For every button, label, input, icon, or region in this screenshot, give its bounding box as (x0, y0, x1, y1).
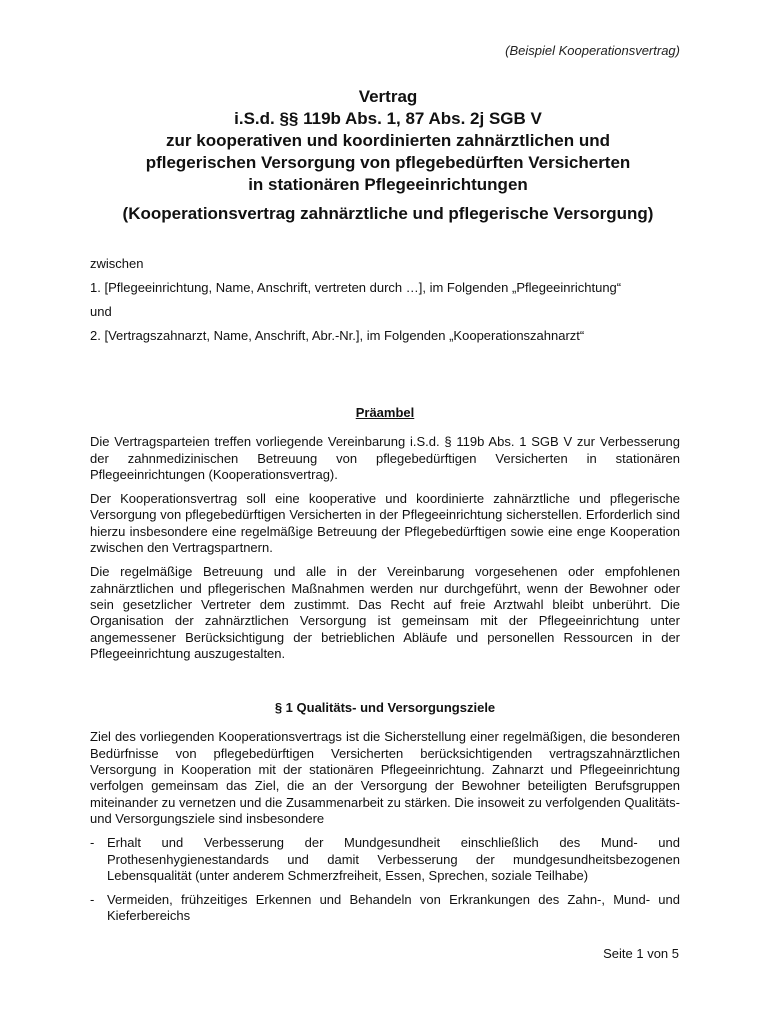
title-line: zur kooperativen und koordinierten zahnärztlichen und (166, 131, 610, 150)
between-label: zwischen (90, 256, 144, 271)
list-item-text: Vermeiden, frühzeitiges Erkennen und Behandeln von Erkrankungen des Zahn-, Mund- und Kieferbereichs (107, 892, 680, 924)
document-title (80, 86, 696, 225)
list-item (90, 892, 680, 925)
dash-bullet-icon: - (90, 892, 95, 908)
title-line: i.S.d. §§ 119b Abs. 1, 87 Abs. 2j SGB V (234, 109, 542, 128)
document-body (90, 405, 680, 933)
list-item (90, 835, 680, 884)
preamble-paragraph: Die Vertragsparteien treffen vorliegende Vereinbarung i.S.d. § 119b Abs. 1 SGB V zur Verbesserung der zahnmedizinischen Betreuung von pflegebedürftigen Versicherten in stationären Pflegeeinrichtungen (Kooperationsvertrag). (90, 434, 680, 482)
preamble-paragraph: Der Kooperationsvertrag soll eine kooperative und koordinierte zahnärztliche und pflegerische Versorgung von pflegebedürftigen Versicherten in der Pflegeeinrichtung sicherstellen. Erforderlich sind hierzu insbesondere eine regelmäßige Betreuung der Pflegebedürftigen sowie eine enge Kooperation zwischen den Vertragspartnern. (90, 491, 680, 556)
dash-bullet-icon: - (90, 835, 95, 851)
document-subtitle: (Kooperationsvertrag zahnärztliche und pflegerische Versorgung) (122, 204, 654, 223)
section-1-heading: § 1 Qualitäts- und Versorgungsziele (274, 700, 496, 716)
title-line: in stationären Pflegeeinrichtungen (248, 175, 528, 194)
section-spacer (90, 670, 680, 700)
preamble-paragraph: Die regelmäßige Betreuung und alle in der Vereinbarung vorgesehenen oder empfohlenen zahnärztlichen und pflegerischen Maßnahmen werden nur durchgeführt, wenn der Bewohner oder sein gesetzlicher Vertreter dem zustimmt. Das Recht auf freie Arztwahl bleibt unberührt. Die Organisation der zahnärztlichen Versorgung ist gemeinsam mit der Pflegeeinrichtung unter angemessener Berücksichtigung der betrieblichen Abläufe und personellen Ressourcen in der Pflegeeinrichtung auszugestalten. (90, 564, 680, 661)
title-line: Vertrag (358, 87, 418, 106)
title-line: pflegerischen Versorgung von pflegebedürften Versicherten (145, 153, 631, 172)
party-1: 1. [Pflegeeinrichtung, Name, Anschrift, vertreten durch …], im Folgenden „Pflegeeinrichtung“ (90, 280, 622, 295)
section-1-intro: Ziel des vorliegenden Kooperationsvertrags ist die Sicherstellung einer regelmäßigen, die besonderen Bedürfnisse von pflegebedürftigen Versicherten berücksichtigenden vertragszahnärztlichen Versorgung in Kooperation mit der stationären Pflegeeinrichtung. Zahnarzt und Pflegeeinrichtung verfolgen gemeinsam das Ziel, die an der Versorgung der Bewohner beteiligten Berufsgruppen miteinander zu vernetzen und die Zusammenarbeit zu stärken. Die insoweit zu verfolgenden Qualitäts- und Versorgungsziele sind insbesondere (90, 729, 680, 826)
section-1-goal-list (90, 835, 680, 924)
contract-parties (90, 256, 690, 352)
preamble-heading: Präambel (355, 405, 415, 420)
page-number: Seite 1 von 5 (603, 946, 679, 961)
party-2: 2. [Vertragszahnarzt, Name, Anschrift, Abr.-Nr.], im Folgenden „Kooperationszahnarzt“ (90, 328, 585, 343)
header-note: (Beispiel Kooperationsvertrag) (505, 43, 680, 58)
list-item-text: Erhalt und Verbesserung der Mundgesundheit einschließlich des Mund- und Prothesenhygienestandards und damit Verbesserung der mundgesundheitsbezogenen Lebensqualität (unter anderem Schmerzfreiheit, Essen, Sprechen, soziale Teilhabe) (107, 835, 680, 883)
and-label: und (90, 304, 112, 319)
